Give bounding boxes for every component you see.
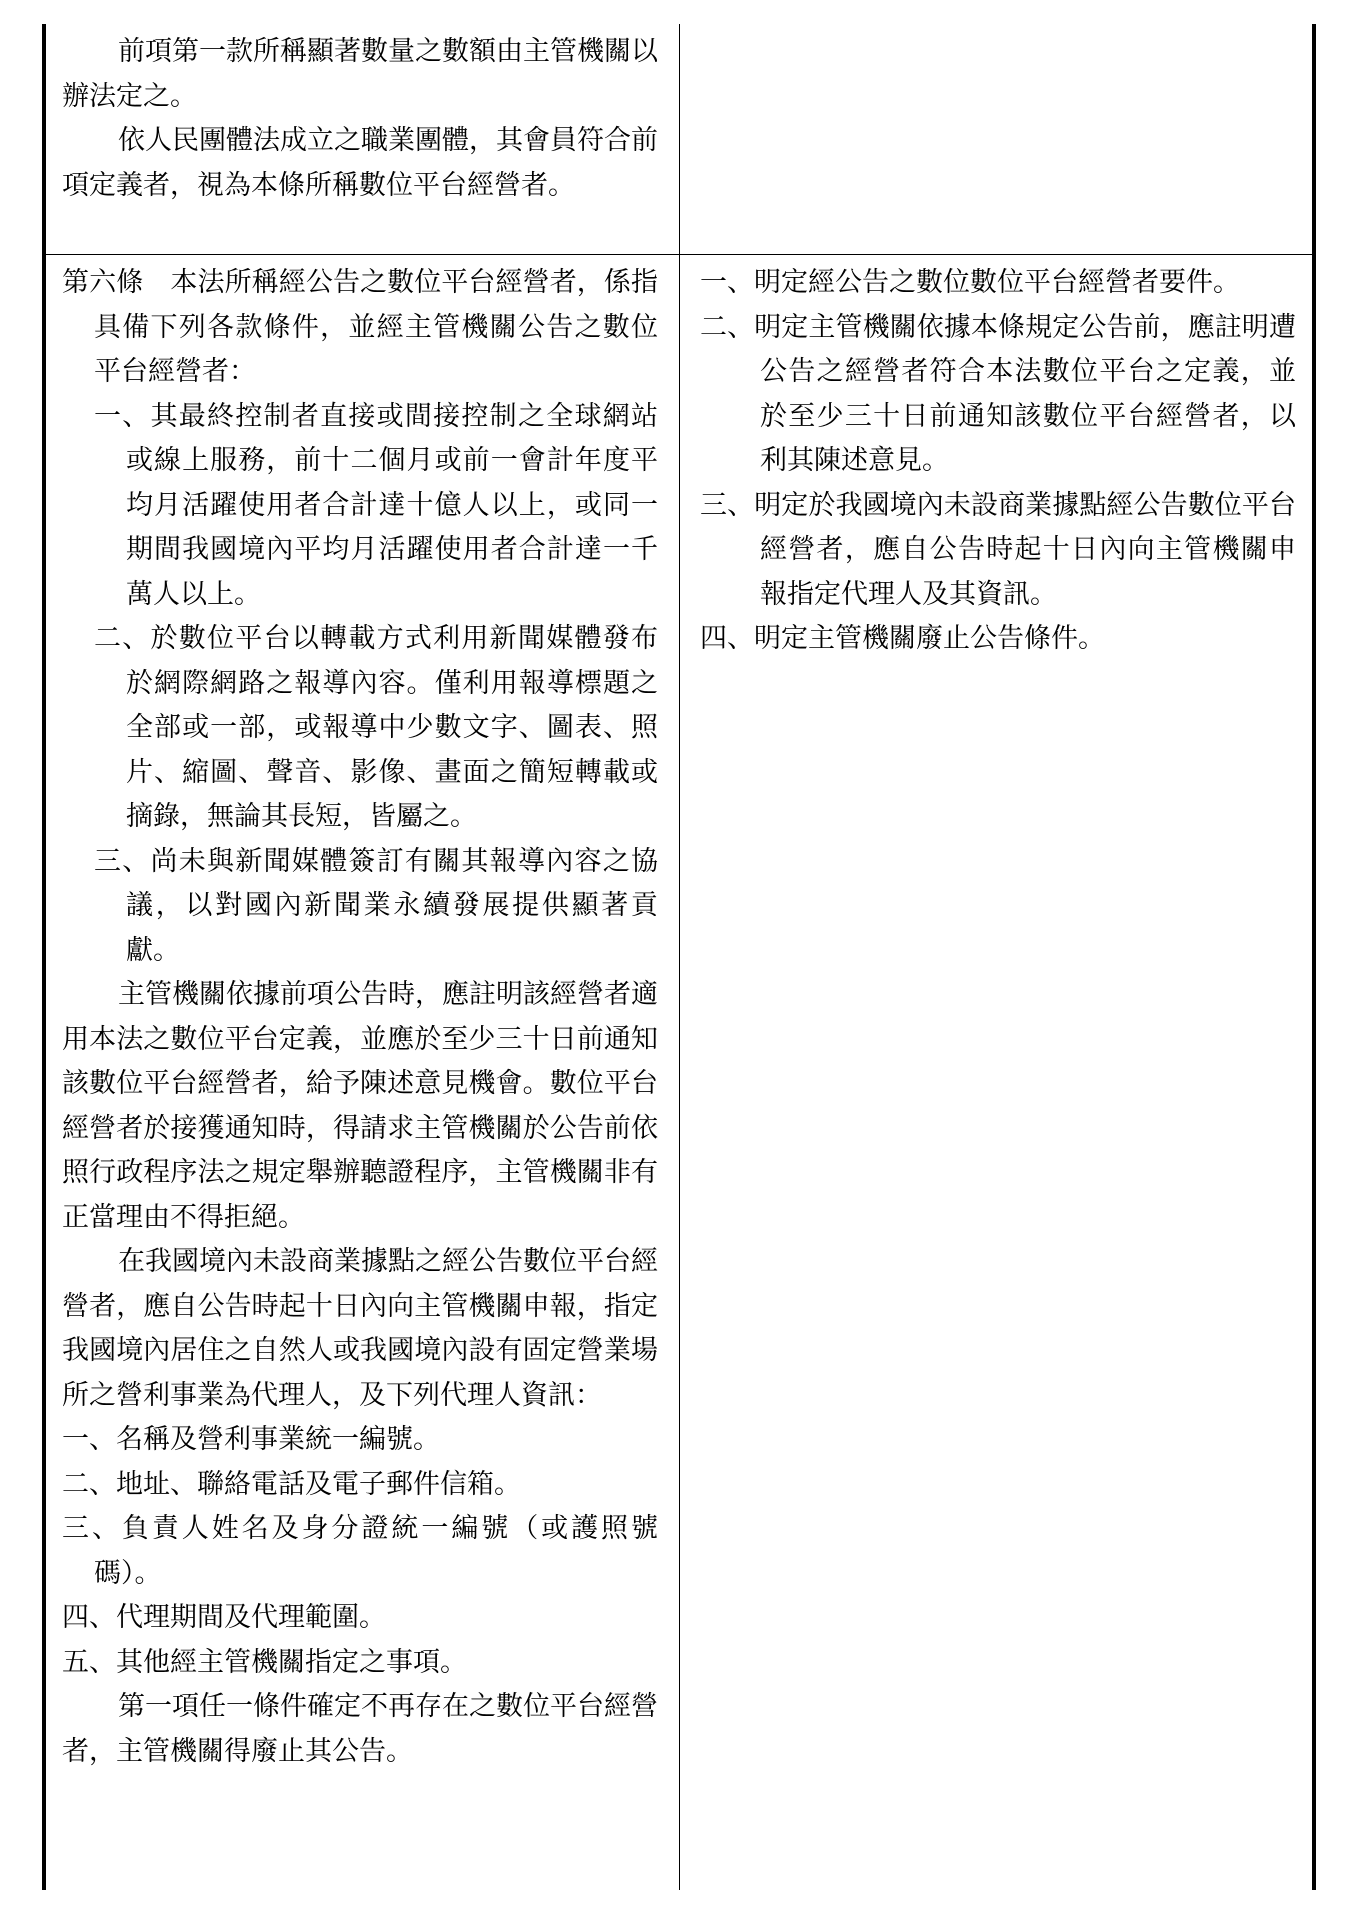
list-item: 二、於數位平台以轉載方式利用新聞媒體發布於網際網路之報導內容。僅利用報導標題之全部或一部，或報導中少數文字、圖表、照片、縮圖、聲音、影像、畫面之簡短轉載或摘錄，無論其長短，皆屬之。: [94, 623, 658, 832]
table-right-border: [1312, 24, 1316, 1890]
comparison-table: [42, 24, 1316, 1890]
paragraph: 前項第一款所稱顯著數量之數額由主管機關以辦法定之。: [62, 36, 658, 112]
paragraph: 主管機關依據前項公告時，應註明該經營者適用本法之數位平台定義，並應於至少三十日前通知該數位平台經營者，給予陳述意見機會。數位平台經營者於接獲通知時，得請求主管機關於公告前依照行政程序法之規定舉辦聽證程序，主管機關非有正當理由不得拒絕。: [62, 979, 658, 1233]
table-column-divider: [679, 24, 680, 1890]
cell-previous-article-text: [62, 30, 658, 208]
list-item: 三、明定於我國境內未設商業據點經公告數位平台經營者，應自公告時起十日內向主管機關申報指定代理人及其資訊。: [700, 489, 1296, 610]
paragraph: 在我國境內未設商業據點之經公告數位平台經營者，應自公告時起十日內向主管機關申報，指定我國境內居住之自然人或我國境內設有固定營業場所之營利事業為代理人，及下列代理人資訊：: [62, 1246, 658, 1411]
cell-article-6-explanation: [700, 261, 1296, 662]
list-item: 二、地址、聯絡電話及電子郵件信箱。: [62, 1468, 521, 1500]
list-item: 三、尚未與新聞媒體簽訂有關其報導內容之協議，以對國內新聞業永續發展提供顯著貢獻。: [94, 845, 658, 966]
list-item: 一、其最終控制者直接或間接控制之全球網站或線上服務，前十二個月或前一會計年度平均月活躍使用者合計達十億人以上，或同一期間我國境內平均月活躍使用者合計達一千萬人以上。: [94, 400, 658, 610]
paragraph: 依人民團體法成立之職業團體，其會員符合前項定義者，視為本條所稱數位平台經營者。: [62, 125, 658, 201]
paragraph: 第一項任一條件確定不再存在之數位平台經營者，主管機關得廢止其公告。: [62, 1691, 658, 1767]
list-item: 一、明定經公告之數位數位平台經營者要件。: [700, 267, 1240, 298]
table-left-border: [42, 24, 46, 1890]
list-item: 四、代理期間及代理範圍。: [62, 1602, 386, 1633]
list-item: 一、名稱及營利事業統一編號。: [62, 1424, 440, 1455]
article-heading: 第六條 本法所稱經公告之數位平台經營者，係指具備下列各款條件，並經主管機關公告之數位平台經營者：: [62, 267, 658, 387]
cell-article-6-text: [62, 261, 658, 1774]
list-item: 三、負責人姓名及身分證統一編號（或護照號碼）。: [62, 1513, 658, 1589]
list-item: 二、明定主管機關依據本條規定公告前，應註明遭公告之經營者符合本法數位平台之定義，並於至少三十日前通知該數位平台經營者，以利其陳述意見。: [700, 311, 1296, 476]
list-item: 五、其他經主管機關指定之事項。: [62, 1646, 467, 1678]
list-item: 四、明定主管機關廢止公告條件。: [700, 623, 1105, 654]
table-row-divider: [42, 254, 1316, 255]
